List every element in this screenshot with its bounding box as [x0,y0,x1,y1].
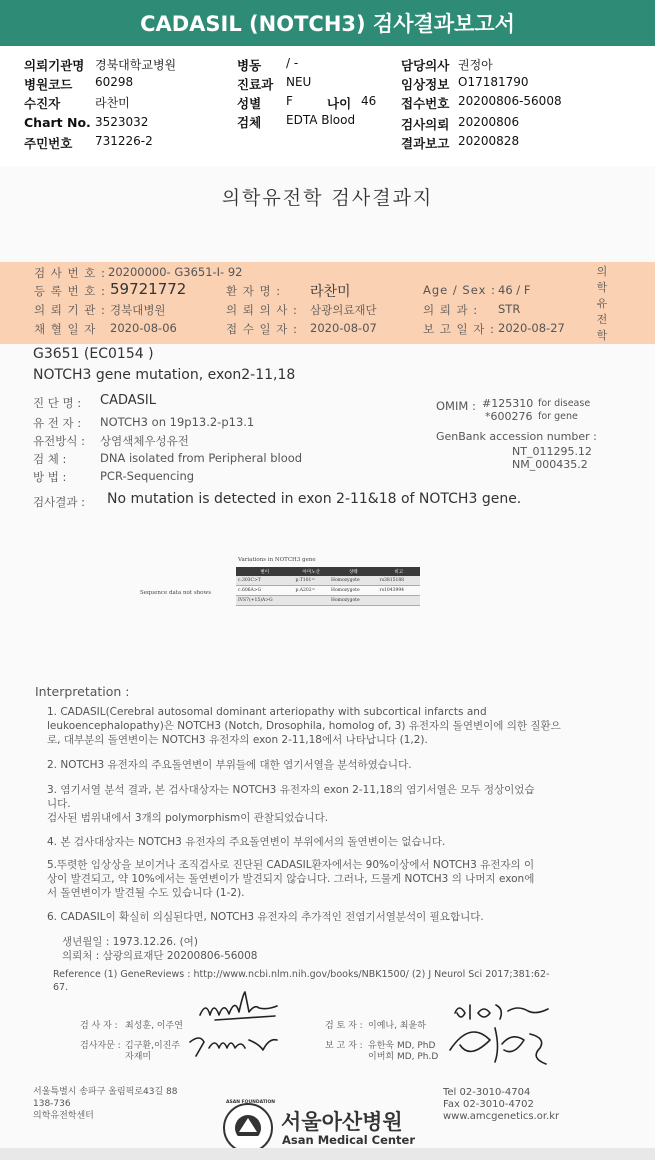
specimen-value: EDTA Blood [286,113,356,127]
patient-name-label: 환 자 명 : [226,284,282,298]
collection-date-label: 채 혈 일 자 [34,322,97,336]
department-value: NEU [286,75,312,89]
table-row [236,596,420,606]
report-date-label: 결과보고 [401,136,450,151]
sample-label: 검 체 : [33,452,67,466]
specimen-info-band [0,262,655,344]
hospital-code-label: 병원코드 [24,77,73,92]
requester-line: 의뢰처 : 삼광의료재단 20200806-56008 [62,950,258,962]
hospital-name-english: Asan Medical Center [282,1133,416,1147]
specimen-label: 검체 [237,115,262,130]
omim-disease-desc: for disease [538,398,591,409]
table-row [236,586,420,596]
reviewer-label: 검 토 자 : [325,1021,363,1031]
hospital-name-korean: 서울아산병원 [281,1110,403,1134]
patient-name-value: 라찬미 [310,284,351,300]
advisor-label: 검사자문 : [80,1041,121,1051]
interpretation-line: 로, 대부분의 돌연변이는 NOTCH3 유전자의 exon 2-11,18에서 나타납니다 (1,2). [47,734,428,746]
genbank-accession-1: NT_011295.12 [512,445,592,458]
document-title: 의학유전학 검사결과지 [221,187,434,209]
variations-title: Variations in NOTCH3 gene [238,557,316,563]
sex-label: 성별 [237,96,262,111]
clinical-info-value: O17181790 [458,75,529,89]
interpretation-title: Interpretation : [35,684,130,699]
registration-value: 59721772 [110,280,187,298]
variations-table [236,567,420,606]
table-header: 비고 [378,567,420,576]
age-value: 46 [361,94,377,108]
patient-value: 라찬미 [95,96,130,110]
interpretation-line: 서 돌연변이가 발견될 수도 있습니다 (1-2). [47,887,245,899]
sample-value: DNA isolated from Peripheral blood [100,451,303,465]
omim-gene-desc: for gene [538,411,578,422]
test-name: NOTCH3 gene mutation, exon2-11,18 [33,367,296,383]
requesting-institution-value: 경북대병원 [110,303,166,317]
omim-label: OMIM : [436,399,476,413]
website: www.amcgenetics.or.kr [443,1111,560,1122]
table-cell: p.A202= [293,586,329,596]
gene-label: 유 전 자 : [33,416,82,430]
test-number-value: 20200000- G3651-I- 92 [108,265,243,279]
ward-value: / - [286,56,299,70]
report-date-band-label: 보 고 일 자 : [423,322,495,336]
tester-label: 검 사 자 : [80,1021,118,1031]
reviewer-names: 이예나, 최윤하 [368,1021,426,1031]
interpretation-line: 니다. [47,798,71,810]
interpretation-line: 상이 발견되고, 약 10%에서는 돌연변이가 발견되지 않습니다. 그러나, 드물게 NOTCH3 의 나머지 exon에 [47,873,535,885]
table-cell [293,596,329,606]
address-line: 138-736 [33,1099,71,1109]
birth-date-line: 생년월일 : 1973.12.26. (여) [62,936,198,948]
advisor-names-1: 김구환,이진주 [125,1041,181,1051]
table-cell: Homozygote [329,576,378,586]
table-cell [378,596,420,606]
tester-names: 최성훈, 이주연 [125,1021,183,1031]
asan-foundation-seal [222,1102,274,1154]
reporter-label: 보 고 자 : [325,1041,363,1051]
physician-label: 담당의사 [401,58,450,73]
requesting-doctor-value: 삼광의료재단 [310,303,377,317]
result-label: 검사결과 : [33,495,85,509]
vertical-char: 전 [596,313,608,326]
advisor-signature [185,1030,285,1060]
interpretation-item-6 [47,910,617,924]
age-sex-label: Age / Sex : [423,283,496,297]
interpretation-line: leukoencephalopathy)은 NOTCH3 (Notch, Drosophila, homolog of, 3) 유전자의 돌연변이에 의한 질환으 [47,720,561,732]
request-date-label: 검사의뢰 [401,117,450,132]
result-text: No mutation is detected in exon 2-11&18 of NOTCH3 gene. [107,491,522,507]
requesting-doctor-label: 의 뢰 의 사 : [226,303,298,317]
table-cell: Homozygote [329,596,378,606]
reference [53,968,613,994]
vertical-char: 의 [596,265,608,278]
registration-label: 등 록 번 호 : [34,284,106,298]
test-number-label: 검 사 번 호 : [34,266,106,280]
table-cell: c.303C>T [236,576,293,586]
genbank-label: GenBank accession number : [436,430,597,443]
vertical-char: 학 [596,281,608,294]
chart-no-value: 3523032 [95,115,149,129]
accession-label: 접수번호 [401,96,450,111]
interpretation-line: 1. CADASIL(Cerebral autosomal dominant arteriopathy with subcortical infarcts and [47,706,487,718]
fax: Fax 02-3010-4702 [443,1099,534,1110]
reporter-signature [440,1020,560,1068]
vertical-department-text [595,264,609,344]
interpretation-line: 검사된 범위내에서 3개의 polymorphism이 관찰되었습니다. [47,812,329,824]
requesting-institution-label: 의 뢰 기 관 : [34,303,106,317]
department-label: 진료과 [237,77,274,92]
reference-line: 67. [53,982,69,993]
reporter-names-1: 유한욱 MD, PhD [368,1041,436,1051]
reporter-names-2: 이버희 MD, Ph.D [368,1052,439,1062]
interpretation-line: 3. 염기서열 분석 결과, 본 검사대상자는 NOTCH3 유전자의 exon 2-11,18의 염기서열은 모두 정상이었습 [47,784,535,796]
age-sex-value: 46 / F [498,283,531,297]
omim-disease-number: #125310 [482,397,534,410]
requesting-dept-label: 의 뢰 과 : [423,303,479,317]
table-header: 변이 [236,567,293,576]
ward-label: 병동 [237,58,262,73]
table-cell: IVS7(+15)A>G [236,596,293,606]
interpretation-item-3 [47,783,617,825]
report-date-band-value: 2020-08-27 [498,321,565,335]
table-header: 상태 [329,567,378,576]
table-cell: p.T101= [293,576,329,586]
method-value: PCR-Sequencing [100,469,195,483]
phone: Tel 02-3010-4704 [443,1087,531,1098]
sex-value: F [286,94,293,108]
interpretation-item-2 [47,758,617,772]
accession-value: 20200806-56008 [458,94,562,108]
table-cell: rs1043994 [378,586,420,596]
vertical-char: 학 [596,329,608,342]
report-banner-title: CADASIL (NOTCH3) 검사결과보고서 [0,0,655,46]
table-cell: c.606A>G [236,586,293,596]
test-code: G3651 (EC0154 ) [33,346,154,362]
institution-label: 의뢰기관명 [24,58,85,73]
age-label: 나이 [327,96,352,111]
footer-address [33,1086,178,1122]
genbank-accession-2: NM_000435.2 [512,458,588,471]
inheritance-value: 상염색체우성유전 [100,434,189,448]
receipt-date-label: 접 수 일 자 : [226,322,298,336]
patient-label: 수진자 [24,96,61,111]
sequence-note: Sequence data not shows [140,590,212,596]
footer-contact [443,1087,559,1123]
interpretation-line: 2. NOTCH3 유전자의 주요돌연변이 부위들에 대한 염기서열을 분석하였습니다. [47,759,412,771]
collection-date-value: 2020-08-06 [110,321,177,335]
interpretation-item-1 [47,705,617,747]
interpretation-item-4 [47,835,617,849]
report-date-value: 20200828 [458,134,520,148]
physician-value: 권정아 [458,58,493,72]
omim-gene-number: *600276 [485,410,533,423]
interpretation-item-5 [47,858,617,900]
requesting-dept-value: STR [498,302,521,316]
patient-header [0,46,655,166]
table-row [236,576,420,586]
address-line: 의학유전학센터 [33,1111,94,1121]
diagnosis-value: CADASIL [100,393,156,408]
interpretation-line: 6. CADASIL이 확실히 의심된다면, NOTCH3 유전자의 추가적인 전염기서열분석이 필요합니다. [47,911,484,923]
method-label: 방 법 : [33,470,67,484]
chart-no-label: Chart No. [24,115,91,130]
tester-signature [195,990,285,1030]
diagnosis-label: 진 단 명 : [33,396,82,410]
resident-no-label: 주민번호 [24,136,73,151]
table-header-row [236,567,420,576]
clinical-info-label: 임상정보 [401,77,450,92]
hospital-code-value: 60298 [95,75,134,89]
interpretation-line: 4. 본 검사대상자는 NOTCH3 유전자의 주요돌연변이 부위에서의 돌연변이는 없습니다. [47,836,446,848]
receipt-date-value: 2020-08-07 [310,321,377,335]
table-cell: rs3815188 [378,576,420,586]
table-cell: Homozygote [329,586,378,596]
page-bottom-edge [0,1148,655,1160]
seal-text: ASAN FOUNDATION [226,1100,276,1105]
address-line: 서울특별시 송파구 올림픽로43길 88 [33,1087,178,1097]
interpretation-line: 5.뚜렷한 임상상을 보이거나 조직검사로 진단된 CADASIL환자에서는 90%이상에서 NOTCH3 유전자의 이 [47,859,535,871]
request-date-value: 20200806 [458,115,520,129]
resident-no-value: 731226-2 [95,134,153,148]
reference-line: Reference (1) GeneReviews : http://www.ncbi.nlm.nih.gov/books/NBK1500/ (2) J Neurol Sci 2017;381:62- [53,969,550,980]
institution-value: 경북대학교병원 [95,58,177,72]
table-header: 아미노산 [293,567,329,576]
gene-value: NOTCH3 on 19p13.2-p13.1 [100,415,255,429]
advisor-names-2: 자재미 [125,1052,152,1062]
inheritance-label: 유전방식 : [33,434,85,448]
vertical-char: 유 [596,297,608,310]
